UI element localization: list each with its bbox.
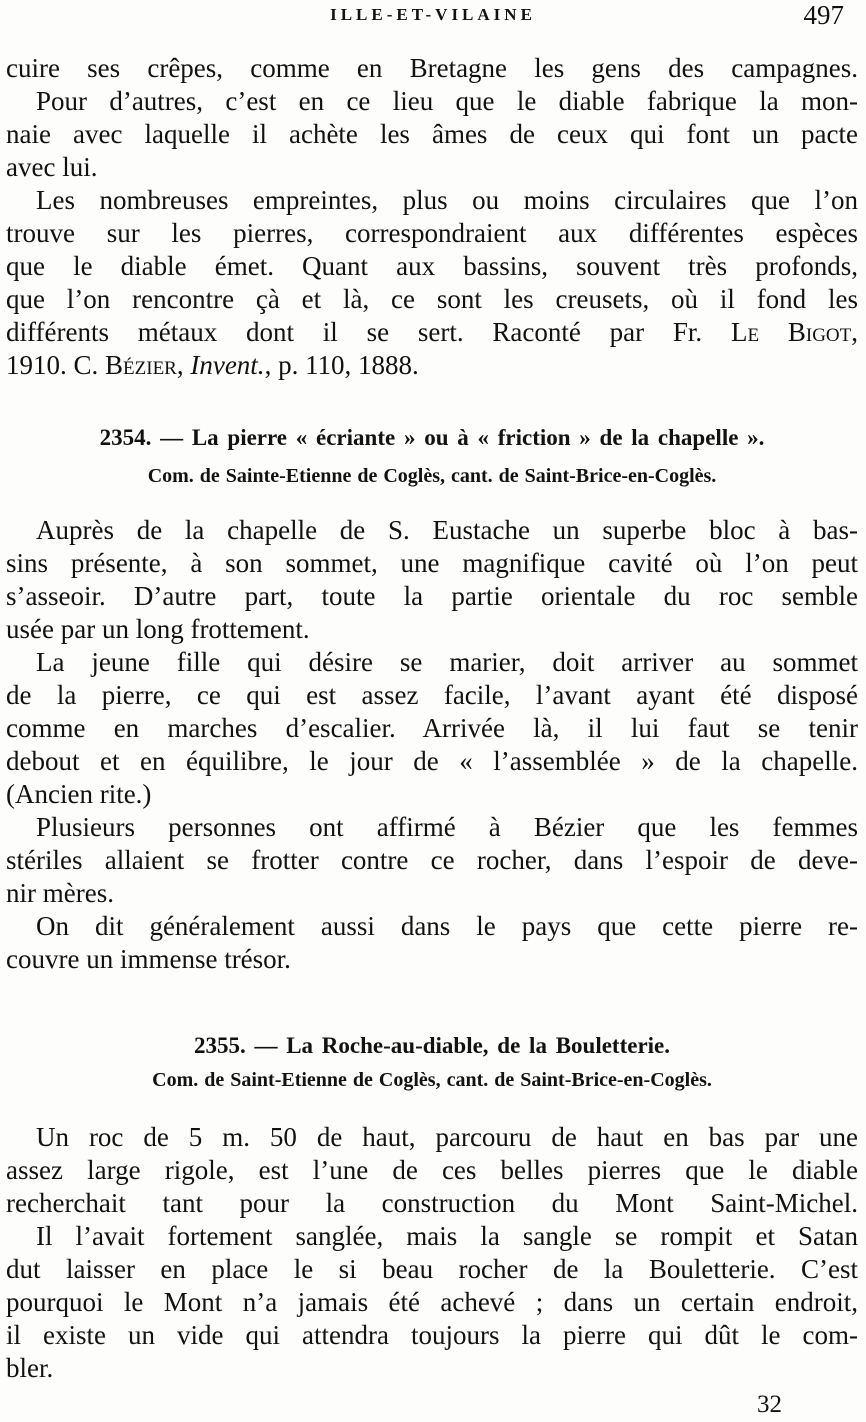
text-line: que l’on rencontre çà et là, ce sont les creusets, où il fond les [6,284,858,314]
paragraph-crepes-end [6,52,858,85]
paragraph-roc-rigole [6,1121,858,1220]
text-line: naie avec laquelle il achète les âmes de ceux qui font un pacte [6,119,858,149]
text-line: avec lui. [6,152,98,182]
text-line: cuire ses crêpes, comme en Bretagne les gens des campagnes. [6,53,858,83]
text-line: Pour d’autres, c’est en ce lieu que le diable fabrique la mon- [36,86,858,116]
text-line: il existe un vide qui attendra toujours la pierre qui dût le com- [6,1320,858,1350]
text-line: Les nombreuses empreintes, plus ou moins circulaires que l’on [36,185,858,215]
text-line: dut laisser en place le si beau rocher de la Bouletterie. C’est [6,1254,858,1284]
text-line: assez large rigole, est l’une de ces belles pierres que le diable [6,1155,858,1185]
page-number: 497 [803,0,844,30]
paragraph-jeune-fille [6,646,858,811]
text-line: comme en marches d’escalier. Arrivée là, il lui faut se tenir [6,713,858,743]
text-line: debout et en équilibre, le jour de « l’assemblée » de la chapelle. [6,746,858,776]
text-line: Il l’avait fortement sanglée, mais la sangle se rompit et Satan [36,1221,858,1251]
text-line: trouve sur les pierres, correspondraient aux différentes espèces [6,218,858,248]
text-line: s’asseoir. D’autre part, toute la partie orientale du roc semble [6,581,858,611]
text-line: couvre un immense trésor. [6,944,291,974]
paragraph-diable-monnaie [6,85,858,184]
paragraph-femmes-steriles [6,811,858,910]
text-line: stériles allaient se frotter contre ce rocher, dans l’espoir de deve- [6,845,858,875]
entry-location-2355: Com. de Saint-Etienne de Coglès, cant. de Saint-Brice-en-Coglès. [152,1069,712,1091]
signature-mark: 32 [757,1391,782,1418]
text-line: usée par un long frottement. [6,614,310,644]
text-line: La jeune fille qui désire se marier, doit arriver au sommet [36,647,858,677]
text-line: 1910. C. Bézier, Invent., p. 110, 1888. [6,350,419,380]
entry-heading-2355: 2355. — La Roche-au-diable, de la Bouletterie. [193,1033,671,1058]
text-line: sins présente, à son sommet, une magnifique cavité où l’on peut [6,548,858,578]
text-line: pourquoi le Mont n’a jamais été achevé ; dans un certain endroit, [6,1287,858,1317]
text-column [6,52,858,1385]
paragraph-chapelle-eustache [6,514,858,646]
paragraph-tresor [6,910,858,976]
text-line: bler. [6,1353,54,1383]
text-line: (Ancien rite.) [6,779,152,809]
text-line: Un roc de 5 m. 50 de haut, parcouru de haut en bas par une [36,1122,858,1152]
text-line: Auprès de la chapelle de S. Eustache un superbe bloc à bas- [36,515,858,545]
text-line: de la pierre, ce qui est assez facile, l’avant ayant été disposé [6,680,858,710]
running-title: ILLE-ET-VILAINE [330,5,536,24]
text-line: On dit généralement aussi dans le pays que cette pierre re- [36,911,858,941]
entry-location-2354: Com. de Sainte-Etienne de Coglès, cant. de Saint-Brice-en-Coglès. [147,465,717,487]
text-line: différents métaux dont il se sert. Raconté par Fr. Le Bigot, [6,317,858,347]
entry-heading-2354: 2354. — La pierre « écriante » ou à « friction » de la chapelle ». [99,425,765,450]
paragraph-sangle-satan [6,1220,858,1385]
text-line: recherchait tant pour la construction du Mont Saint-Michel. [6,1188,858,1218]
text-line: Plusieurs personnes ont affirmé à Bézier que les femmes [36,812,858,842]
text-line: nir mères. [6,878,114,908]
text-line: que le diable émet. Quant aux bassins, souvent très profonds, [6,251,858,281]
paragraph-empreintes [6,184,858,382]
